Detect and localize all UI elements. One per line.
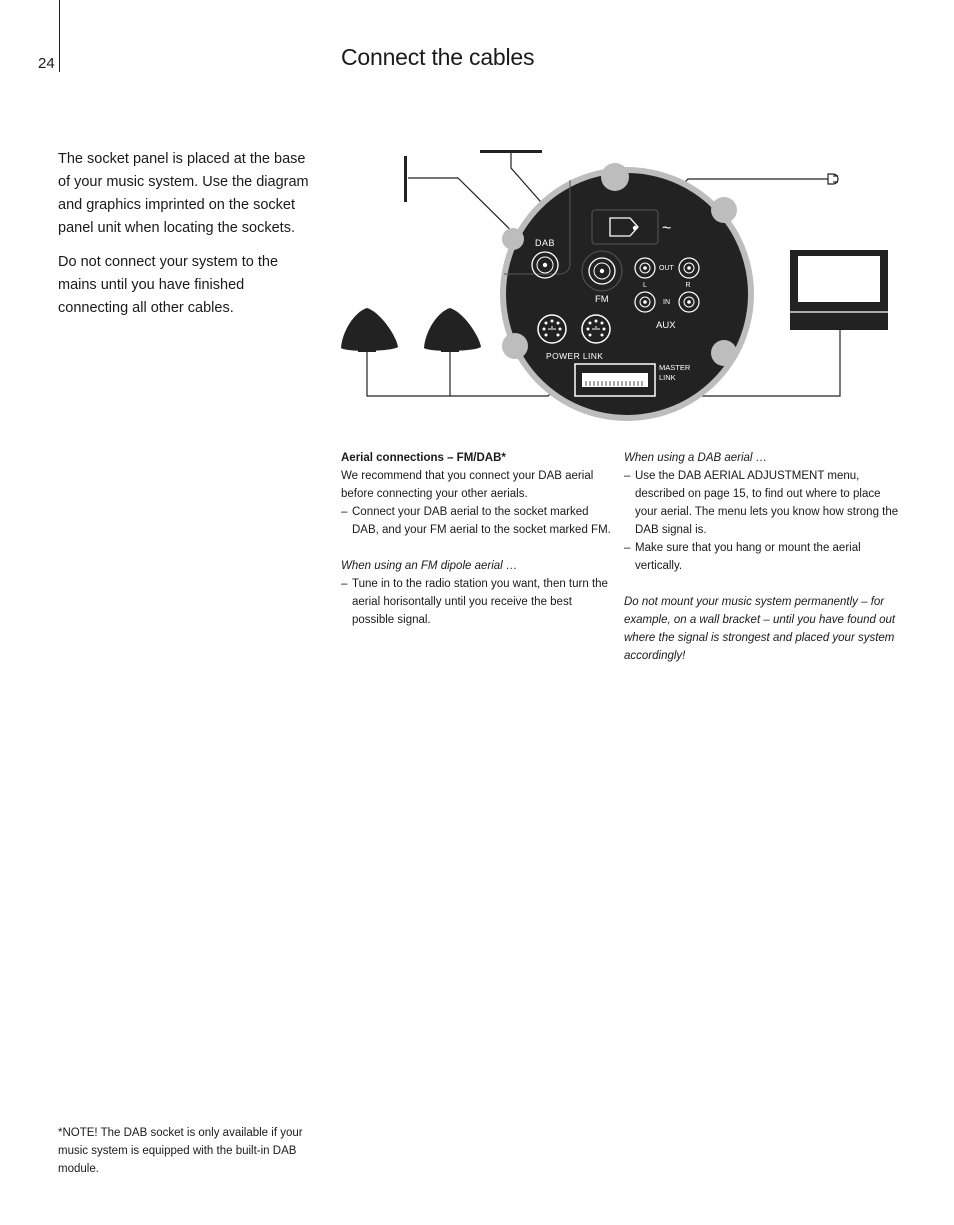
page-margin-rule [59,0,60,72]
aux-r-label: R [685,282,691,289]
dab-label: DAB [535,238,556,248]
master-link-label-1: MASTER [659,363,691,372]
page-number: 24 [38,55,55,72]
aux-label: AUX [656,320,676,331]
dab-footnote: *NOTE! The DAB socket is only available if your music system is equipped with the built-in DAB module. [58,1127,303,1175]
power-link-label: POWER LINK [546,351,604,361]
speaker-icon [424,308,481,352]
dab-aerial-icon [404,156,407,202]
aux-in-label: IN [663,299,670,306]
mounting-note: Do not mount your music system permanently – for example, on a wall bracket – until you have found out where the signal is strongest and placed your system accordingly! [624,596,896,662]
mains-plug-icon [828,174,838,184]
intro-paragraph: The socket panel is placed at the base of your music system. Use the diagram and graphics imprinted on the socket panel unit when locating the sockets. [58,151,309,236]
fm-label: FM [595,294,609,305]
page-title: Connect the cables [341,44,535,70]
dab-aerial-bullet: – Use the DAB AERIAL ADJUSTMENT menu, described on page 15, to find out where to place your aerial. The menu lets you know how strong the DAB signal is. [624,467,899,539]
intro-text [58,148,313,331]
intro-paragraph: Do not connect your system to the mains until you have finished connecting all other cables. [58,254,279,316]
socket-panel-diagram [338,140,898,425]
aux-l-label: L [643,282,647,289]
fm-dipole-subheading: When using an FM dipole aerial … [341,560,518,572]
aerial-connections-heading: Aerial connections – FM/DAB* [341,452,506,464]
speaker-icon [341,308,398,352]
aerial-intro-paragraph: We recommend that you connect your DAB aerial before connecting your other aerials. [341,470,594,500]
aerial-connections-column [341,449,611,629]
master-link-label-2: LINK [659,373,676,382]
socket-panel [500,163,754,421]
dab-aerial-bullet: – Make sure that you hang or mount the aerial vertically. [624,539,899,575]
television-icon [790,250,888,330]
mains-tilde-label: ~ [662,220,672,237]
dab-aerial-subheading: When using a DAB aerial … [624,452,768,464]
dab-aerial-column [624,449,899,665]
fm-aerial-icon [480,150,542,153]
aerial-bullet: – Connect your DAB aerial to the socket marked DAB, and your FM aerial to the socket marked FM. [341,503,611,539]
fm-dipole-bullet: – Tune in to the radio station you want, then turn the aerial horisontally until you receive the best possible signal. [341,575,611,629]
aux-out-label: OUT [659,265,674,272]
